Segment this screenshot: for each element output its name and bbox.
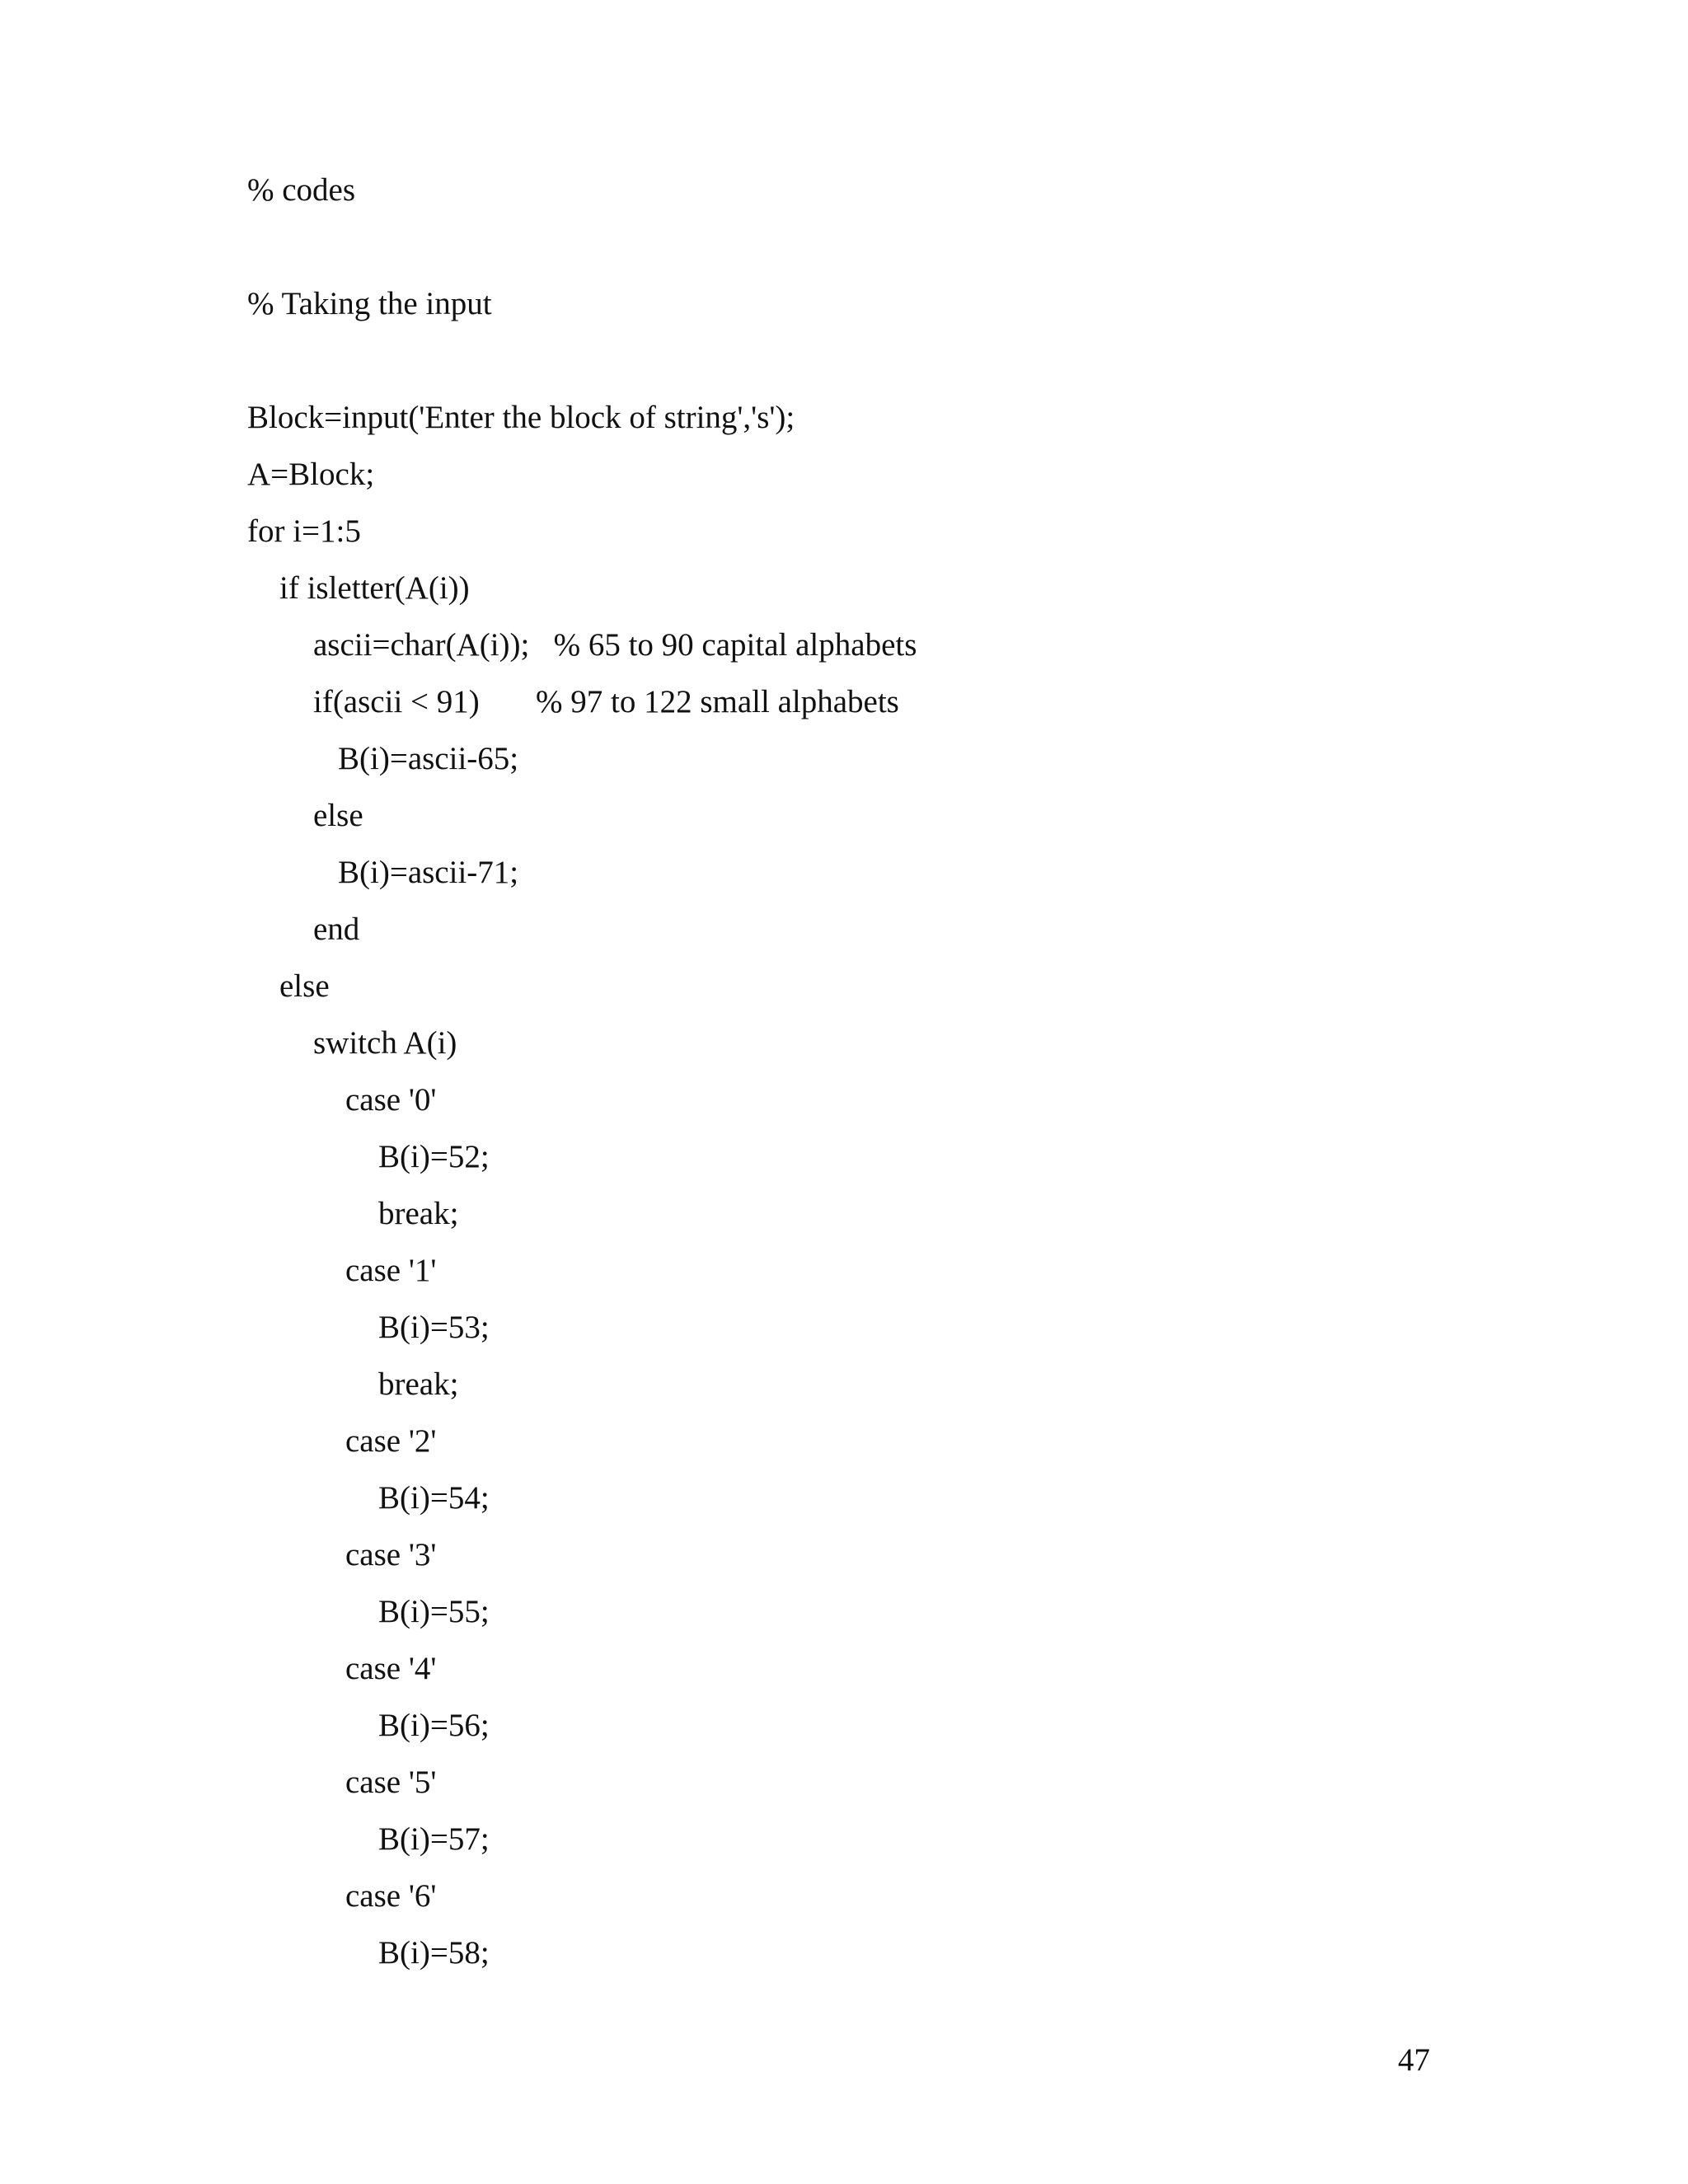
code-line: ascii=char(A(i)); % 65 to 90 capital alphabets — [313, 627, 917, 663]
code-line: case '1' — [345, 1253, 437, 1288]
code-line: end — [313, 912, 360, 947]
code-line: B(i)=53; — [378, 1310, 490, 1345]
code-line: case '2' — [345, 1423, 437, 1459]
code-line: else — [279, 968, 330, 1004]
code-line: break; — [378, 1366, 459, 1402]
code-line: break; — [378, 1196, 459, 1231]
code-line: B(i)=ascii-71; — [338, 855, 519, 890]
code-line: B(i)=52; — [378, 1139, 490, 1174]
code-line: case '6' — [345, 1878, 437, 1914]
code-line: case '5' — [345, 1765, 437, 1800]
code-line: A=Block; — [247, 457, 375, 492]
code-line: B(i)=58; — [378, 1935, 490, 1971]
code-line: switch A(i) — [313, 1025, 457, 1061]
code-line: case '4' — [345, 1651, 437, 1686]
code-line: % Taking the input — [247, 286, 492, 321]
code-line: B(i)=56; — [378, 1708, 490, 1743]
code-line: % codes — [247, 172, 356, 208]
code-line: case '0' — [345, 1082, 437, 1118]
code-line: case '3' — [345, 1537, 437, 1572]
code-line: Block=input('Enter the block of string','s'); — [247, 400, 795, 435]
code-line: else — [313, 798, 363, 833]
code-line: B(i)=55; — [378, 1594, 490, 1629]
code-line: if(ascii < 91) % 97 to 122 small alphabets — [313, 684, 899, 719]
code-line: B(i)=54; — [378, 1480, 490, 1516]
code-line: for i=1:5 — [247, 513, 361, 549]
code-line: if isletter(A(i)) — [279, 570, 470, 606]
page-number: 47 — [1398, 2042, 1430, 2078]
code-line: B(i)=ascii-65; — [338, 741, 519, 776]
code-line: B(i)=57; — [378, 1821, 490, 1857]
